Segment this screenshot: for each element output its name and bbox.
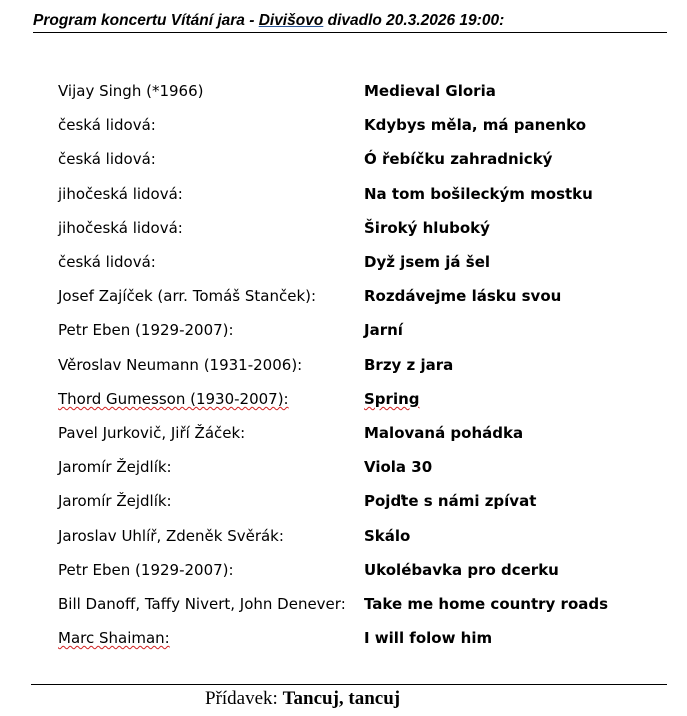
program-row [58,416,658,450]
piece-title: Skálo [364,526,411,545]
program-row [58,382,658,416]
composer: Petr Eben (1929-2007): [58,560,234,579]
program-list [58,74,658,655]
program-row [58,553,658,587]
piece-title: Na tom bošileckým mostku [364,184,593,203]
program-row [58,518,658,552]
composer: Pavel Jurkovič, Jiří Žáček: [58,423,246,442]
program-header [33,10,667,33]
program-row [58,142,658,176]
composer: Bill Danoff, Taffy Nivert, John Denever: [58,594,346,613]
piece-title: Ó řebíčku zahradnický [364,150,553,169]
program-row [58,177,658,211]
composer: Jaroslav Uhlíř, Zdeněk Svěrák: [58,526,284,545]
composer: Věroslav Neumann (1931-2006): [58,355,303,374]
piece-title: Spring [364,389,420,408]
piece-title: Brzy z jara [364,355,454,374]
piece-title: Dyž jsem já šel [364,253,491,272]
encore-title: Tancuj, tancuj [282,688,401,709]
composer: jihočeská lidová: [58,184,183,203]
composer: Josef Zajíček (arr. Tomáš Stanček): [58,287,317,306]
composer: česká lidová: [58,150,156,169]
piece-title: Viola 30 [364,458,433,477]
composer: Petr Eben (1929-2007): [58,321,234,340]
composer: Thord Gumesson (1930-2007): [58,389,289,408]
piece-title: Medieval Gloria [364,82,496,101]
composer: jihočeská lidová: [58,218,183,237]
program-row [58,587,658,621]
header-venue: Divišovo [258,12,324,29]
composer: Jaromír Žejdlík: [58,492,172,511]
piece-title: Take me home country roads [364,594,609,613]
piece-title: Kdybys měla, má panenko [364,116,587,135]
program-row [58,211,658,245]
composer: Vijay Singh (*1966) [58,82,204,101]
header-suffix: divadlo 20.3.2026 19:00: [323,12,505,29]
header-prefix: Program koncertu Vítání jara - [33,12,259,29]
composer: Marc Shaiman: [58,629,170,648]
program-row [58,108,658,142]
composer: česká lidová: [58,116,156,135]
program-row [58,621,658,655]
program-row [58,279,658,313]
program-row [58,348,658,382]
piece-title: Ukolébavka pro dcerku [364,560,559,579]
program-row [58,245,658,279]
piece-title: Jarní [364,321,403,340]
piece-title: Rozdávejme lásku svou [364,287,562,306]
program-row [58,450,658,484]
encore-label: Přídavek: [205,688,283,709]
piece-title: Malovaná pohádka [364,423,524,442]
program-row [58,74,658,108]
composer: Jaromír Žejdlík: [58,458,172,477]
program-row [58,313,658,347]
piece-title: Široký hluboký [364,218,490,237]
piece-title: I will folow him [364,629,493,648]
encore-line [205,687,400,711]
program-row [58,484,658,518]
piece-title: Pojďte s námi zpívat [364,492,537,511]
composer: česká lidová: [58,253,156,272]
